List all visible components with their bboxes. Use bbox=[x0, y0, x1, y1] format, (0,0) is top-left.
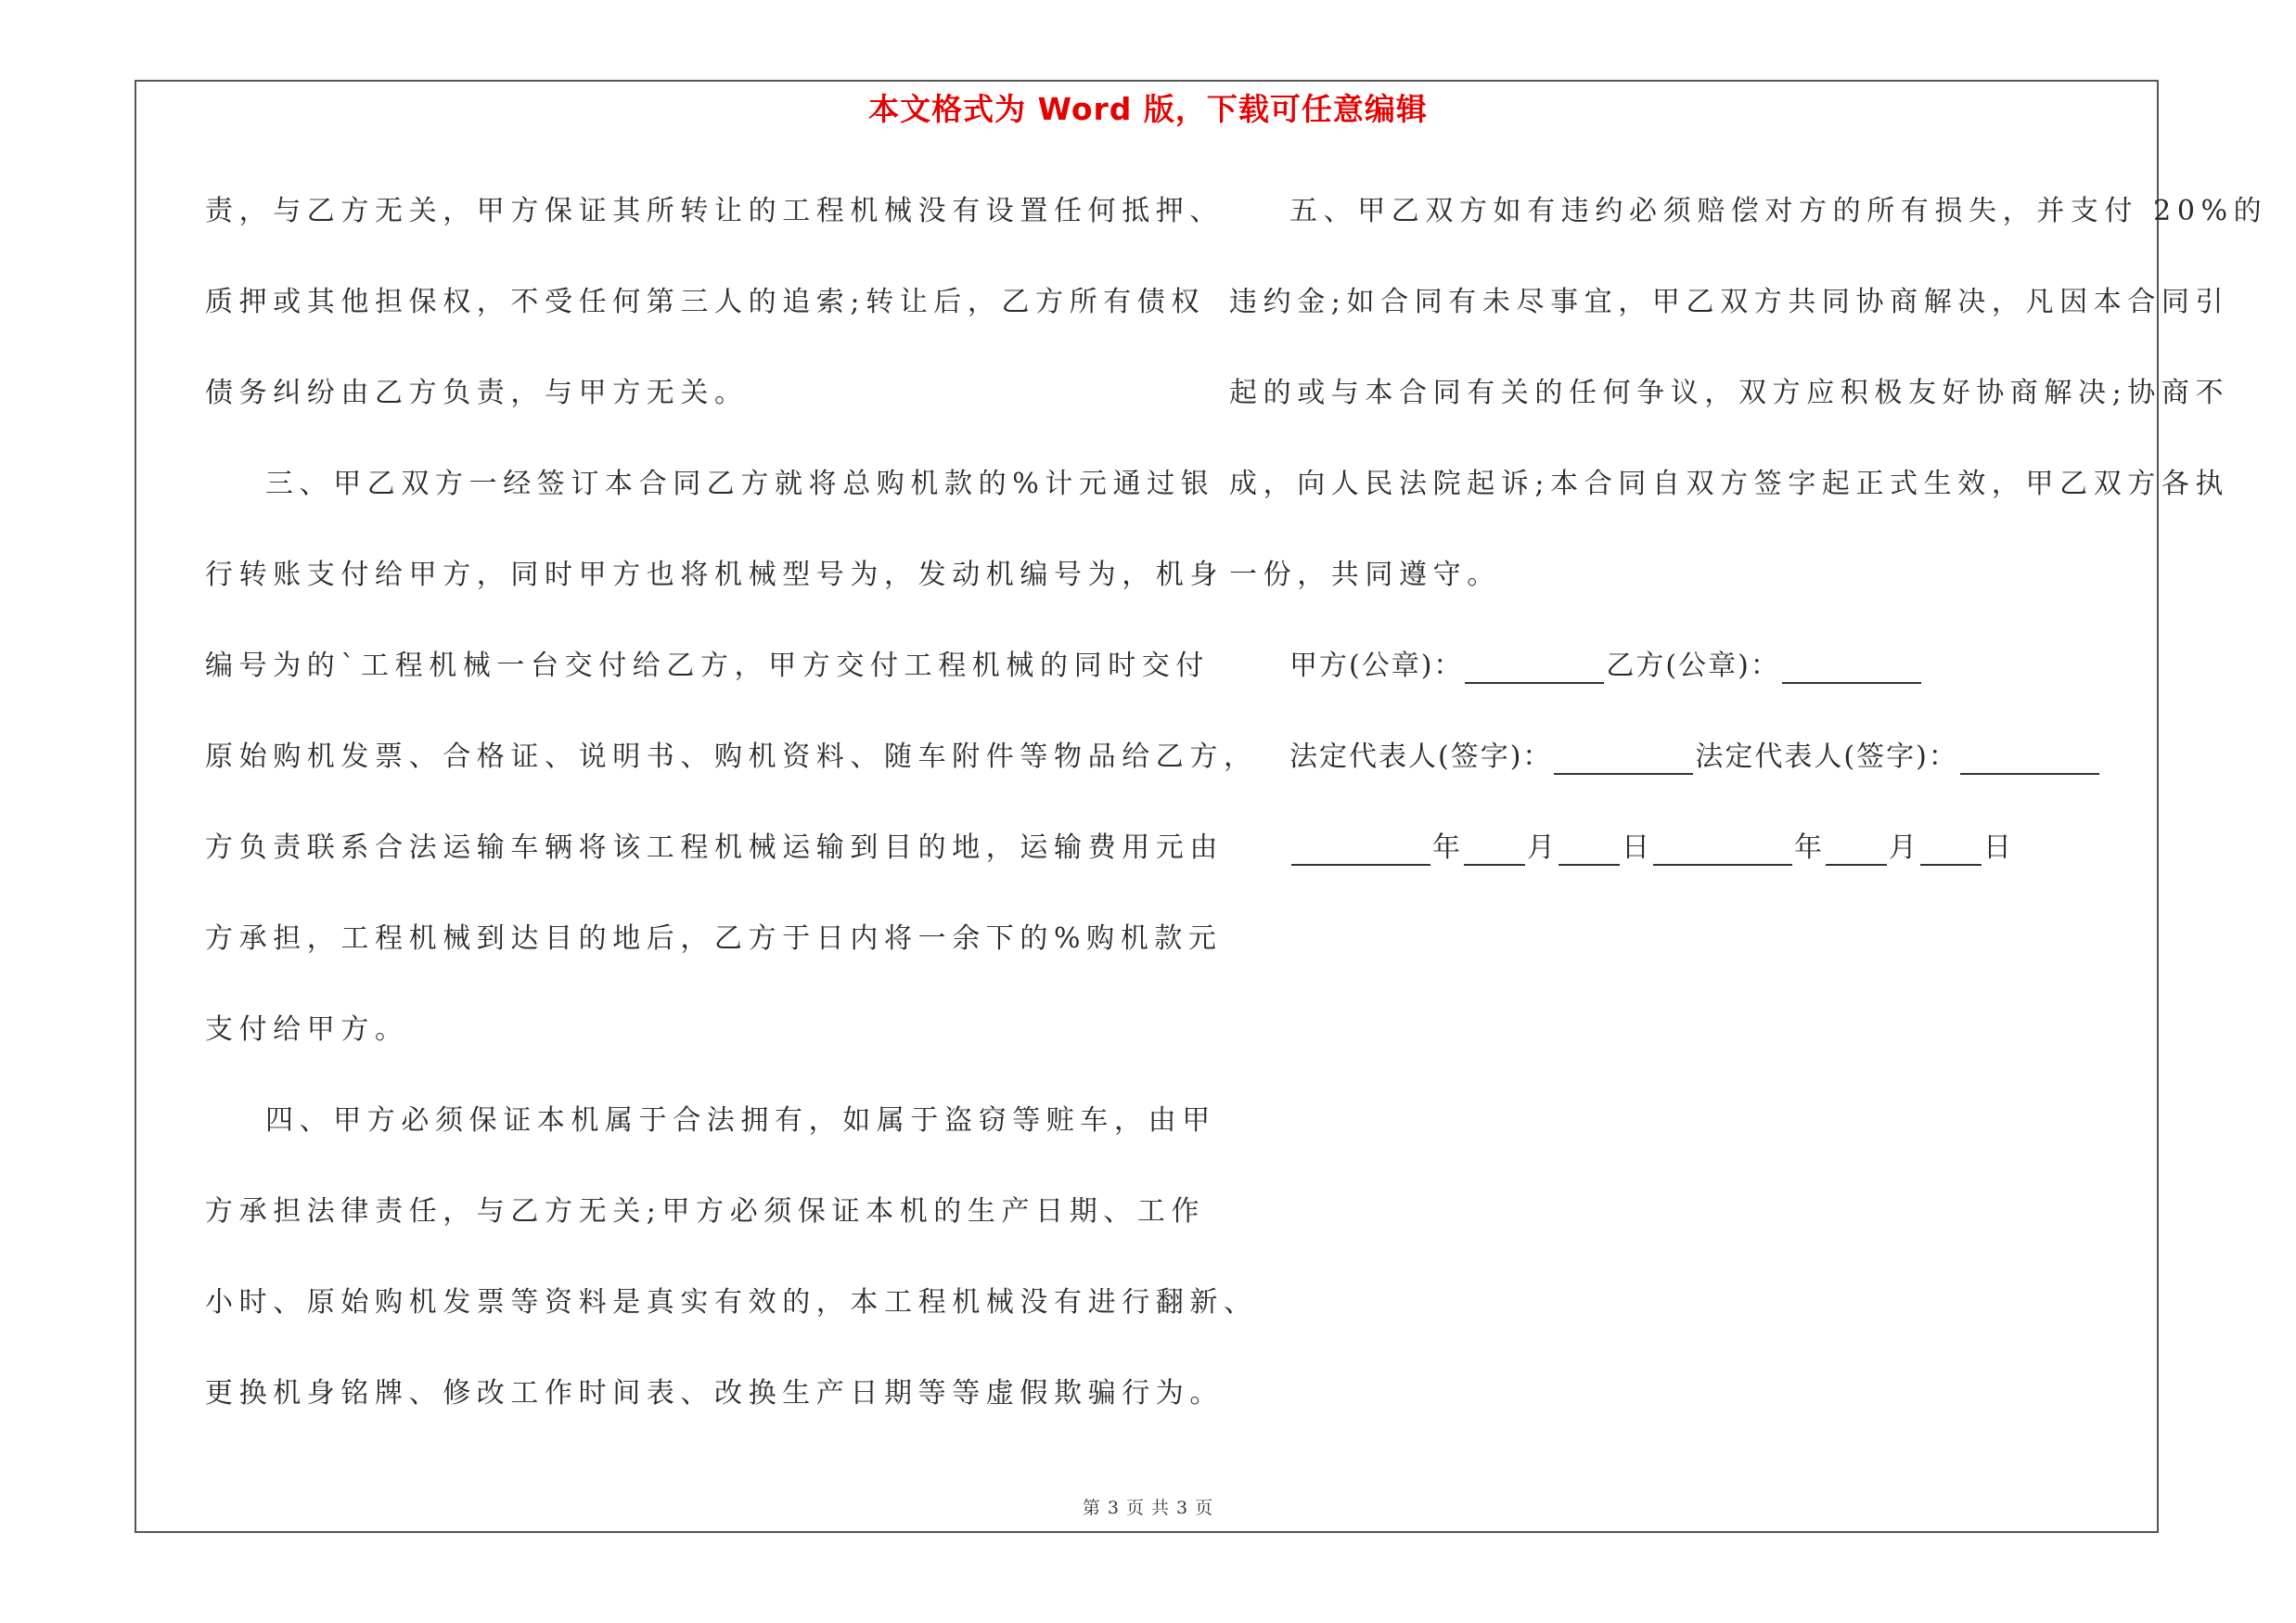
text-line: 违约金;如合同有未尽事宜，甲乙双方共同协商解决，凡因本合同引 bbox=[1229, 286, 2230, 318]
text-line: 方承担，工程机械到达目的地后，乙方于日内将一余下的%购机款元 bbox=[205, 922, 1223, 955]
month-b-blank[interactable] bbox=[1826, 827, 1887, 866]
month-a-blank[interactable] bbox=[1464, 827, 1525, 866]
text-line: 质押或其他担保权，不受任何第三人的追索;转让后，乙方所有债权 bbox=[205, 286, 1206, 318]
text-line: 债务纠纷由乙方负责，与甲方无关。 bbox=[205, 377, 749, 409]
page-number-footer: 第 3 页 共 3 页 bbox=[1082, 1498, 1214, 1518]
year-label: 年 bbox=[1432, 831, 1462, 864]
year-label: 年 bbox=[1794, 831, 1824, 864]
year-b-blank[interactable] bbox=[1653, 827, 1792, 866]
day-a-blank[interactable] bbox=[1558, 827, 1620, 866]
party-b-seal-label: 乙方(公章)： bbox=[1606, 650, 1780, 682]
text-line: 原始购机发票、合格证、说明书、购机资料、随车附件等物品给乙方， bbox=[205, 741, 1258, 773]
text-line: 方负责联系合法运输车辆将该工程机械运输到目的地，运输费用元由 bbox=[205, 831, 1224, 864]
text-line: 一份，共同遵守。 bbox=[1229, 559, 1501, 591]
clause-four-start: 四、甲方必须保证本机属于合法拥有，如属于盗窃等赃车，由甲 bbox=[265, 1104, 1216, 1137]
year-a-blank[interactable] bbox=[1291, 827, 1430, 866]
legal-rep-b-blank[interactable] bbox=[1960, 736, 2099, 775]
clause-five-start: 五、甲乙双方如有违约必须赔偿对方的所有损失，并支付 20%的 bbox=[1289, 195, 2268, 227]
month-label: 月 bbox=[1889, 831, 1918, 864]
party-a-seal-blank[interactable] bbox=[1465, 645, 1604, 684]
text-line: 小时、原始购机发票等资料是真实有效的，本工程机械没有进行翻新、 bbox=[205, 1286, 1258, 1319]
text-line: 方承担法律责任，与乙方无关;甲方必须保证本机的生产日期、工作 bbox=[205, 1195, 1206, 1228]
text-line: 起的或与本合同有关的任何争议，双方应积极友好协商解决;协商不 bbox=[1229, 377, 2230, 409]
legal-rep-a-label: 法定代表人(签字)： bbox=[1289, 741, 1553, 773]
legal-rep-b-label: 法定代表人(签字)： bbox=[1695, 741, 1958, 773]
seal-signature-line bbox=[1229, 638, 2157, 694]
text-line: 编号为的`工程机械一台交付给乙方，甲方交付工程机械的同时交付 bbox=[205, 650, 1210, 682]
date-line bbox=[1229, 820, 2157, 876]
day-label: 日 bbox=[1622, 831, 1651, 864]
text-line: 成，向人民法院起诉;本合同自双方签字起正式生效，甲乙双方各执 bbox=[1229, 468, 2230, 500]
word-format-banner: 本文格式为 Word 版，下载可任意编辑 bbox=[868, 91, 1428, 127]
month-label: 月 bbox=[1527, 831, 1557, 864]
legal-rep-a-blank[interactable] bbox=[1554, 736, 1693, 775]
day-label: 日 bbox=[1983, 831, 2013, 864]
text-line: 更换机身铭牌、修改工作时间表、改换生产日期等等虚假欺骗行为。 bbox=[205, 1377, 1224, 1410]
day-b-blank[interactable] bbox=[1920, 827, 1982, 866]
clause-three-start: 三、甲乙双方一经签订本合同乙方就将总购机款的%计元通过银 bbox=[265, 468, 1215, 500]
text-line: 责，与乙方无关，甲方保证其所转让的工程机械没有设置任何抵押、 bbox=[205, 195, 1224, 227]
legal-rep-signature-line bbox=[1229, 729, 2157, 785]
party-b-seal-blank[interactable] bbox=[1782, 645, 1921, 684]
text-line: 行转账支付给甲方，同时甲方也将机械型号为，发动机编号为，机身 bbox=[205, 559, 1224, 591]
text-line: 支付给甲方。 bbox=[205, 1013, 409, 1046]
party-a-seal-label: 甲方(公章)： bbox=[1289, 650, 1464, 682]
